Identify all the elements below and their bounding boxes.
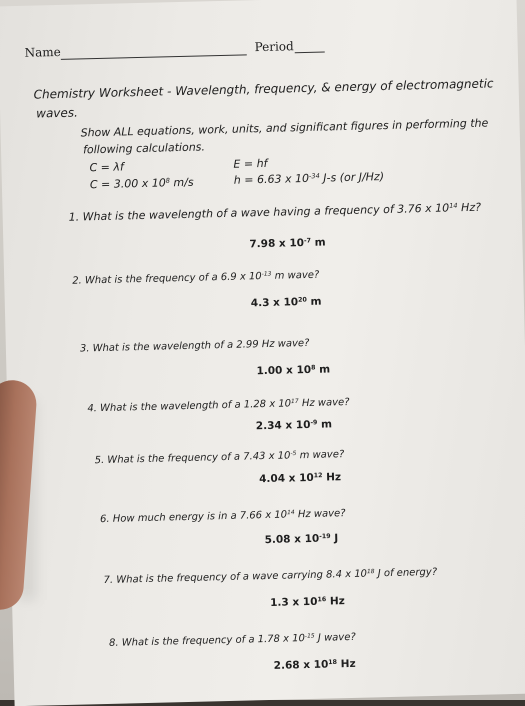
- answer-3: 1.00 x $10^8$ m: [256, 363, 331, 378]
- answer-8: 2.68 x $10^{18}$ Hz: [273, 657, 356, 672]
- question-3-text: 3. What is the wavelength of a 2.99 Hz wave?: [79, 337, 310, 355]
- question-2-text: 2. What is the frequency of a 6.9 x $10^{-13}$ m wave?: [72, 269, 320, 287]
- question-7-text: 7. What is the frequency of a wave carrying 8.4 x $10^{18}$ J of energy?: [103, 566, 438, 587]
- instructions-line-2: following calculations.: [82, 140, 206, 157]
- question-1-text: 1. What is the wavelength of a wave having a frequency of 3.76 x $10^{14}$ Hz?: [68, 200, 482, 224]
- question-5-text: 5. What is the frequency of a 7.43 x $10^{-5}$ m wave?: [94, 449, 345, 467]
- answer-6: 5.08 x $10^{-19}$ J: [264, 532, 339, 547]
- period-blank-line: [295, 51, 325, 53]
- answer-4: 2.34 x $10^{-9}$ m: [255, 418, 333, 433]
- instructions-line-1: Show ALL equations, work, units, and significant figures in performing the: [80, 116, 489, 140]
- period-label: Period: [254, 39, 294, 55]
- equation-c-lambda-f: C = λf: [89, 160, 124, 175]
- question-4-text: 4. What is the wavelength of a 1.28 x $10^{17}$ Hz wave?: [87, 396, 350, 415]
- answer-5: 4.04 x $10^{12}$ Hz: [259, 471, 342, 486]
- worksheet-title: Chemistry Worksheet - Wavelength, frequency, & energy of electromagnetic: [33, 76, 494, 102]
- answer-1: 7.98 x $10^{-7}$ m: [249, 236, 326, 251]
- equation-speed-of-light: C = 3.00 x $10^8$ m/s: [89, 175, 194, 192]
- answer-7: 1.3 x $10^{16}$ Hz: [270, 595, 345, 609]
- question-6-text: 6. How much energy is in a 7.66 x $10^{14}$ Hz wave?: [99, 508, 346, 526]
- worksheet-title-cont: waves.: [35, 105, 79, 121]
- name-blank-line: [61, 54, 247, 60]
- equation-planck-constant: h = 6.63 x $10^{-34}$ J-s (or J/Hz): [233, 170, 385, 187]
- name-label: Name: [24, 44, 61, 60]
- answer-2: 4.3 x $10^{20}$ m: [250, 295, 322, 310]
- equation-e-hf: E = hf: [233, 156, 268, 171]
- question-8-text: 8. What is the frequency of a 1.78 x $10^{-15}$ J wave?: [108, 631, 356, 649]
